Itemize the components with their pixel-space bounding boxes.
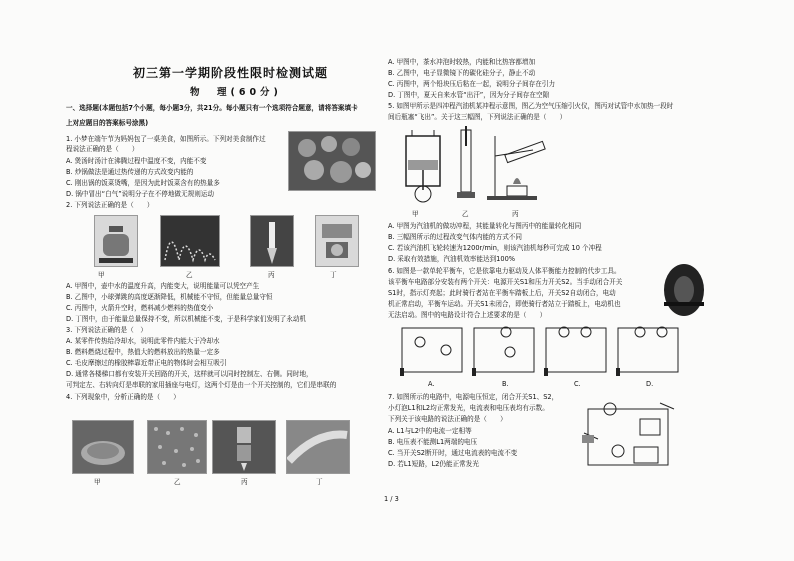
section-instruction-2: 上对应题目的答案标号涂黑) (66, 119, 149, 127)
q5-stem-1: 5. 如图甲所示是四冲程汽油机某冲程示意图，图乙为空气压缩引火仪，图丙对试管中水加热一段时 (388, 102, 674, 110)
q6-stem-4: 机正常启动，平衡车运动。开关S1未闭合，即使骑行者站立于踏板上，电动机也 (388, 300, 621, 308)
water-pipe-photo (286, 420, 350, 474)
q6-stem-3: S1时，指示灯亮起；此时骑行者站在平衡车踏板上后，开关S2自动闭合，电动 (388, 289, 616, 297)
perpetual-machine-figure (315, 215, 359, 267)
q6-stem-2: 该平衡车电路部分安装有两个开关：电源开关S1和压力开关S2。当手动闭合开关 (388, 278, 623, 286)
q1-stem-1: 1. 小梦在端午节为妈妈包了一桌美食，如图所示。下列对美食制作过 (66, 135, 266, 143)
q6-option-b: B. (502, 380, 509, 388)
q6-stem-5: 无法启动。图中的电路设计符合上述要求的是（ ） (388, 311, 547, 319)
q3-option-c: C. 毛皮摩擦过的橡胶棒靠近带正电的物体时会相互吸引 (66, 359, 227, 367)
lead-blocks-photo (212, 420, 276, 474)
q2-option-d: D. 丁图中，由于能量总量保持不变，所以机械能不变，于是科学家们发明了永动机 (66, 315, 307, 323)
q4-label-yi: 乙 (174, 478, 181, 486)
q6-option-c: C. (574, 380, 581, 388)
q2-option-a: A. 甲图中，壶中水的温度升高，内能变大，说明能量可以凭空产生 (66, 282, 260, 290)
q2-option-b: B. 乙图中，小球弹跳的高度逐渐降低，机械能不守恒，但能量总量守恒 (66, 293, 273, 301)
unicycle-photo (660, 262, 708, 318)
q1-stem-2: 程说法正确的是（ ） (66, 145, 139, 153)
food-photo (288, 131, 376, 191)
rocket-figure (250, 215, 294, 267)
q3-stem: 3. 下列说法正确的是（ ） (66, 326, 147, 334)
q5-label-jia: 甲 (412, 210, 419, 218)
microscope-photo (147, 420, 207, 474)
q4-stem: 4. 下列现象中，分析正确的是（ ） (66, 393, 180, 401)
q5-option-b: B. 三幅图所示的过程改变气体内能的方式不同 (388, 233, 522, 241)
q6-option-a: A. (428, 380, 435, 388)
q4-option-b: B. 乙图中，电子显微镜下的碳化硅分子，静止不动 (388, 69, 536, 77)
tea-photo (72, 420, 134, 474)
q5-option-d: D. 采取有效措施，汽油机效率能达到100% (388, 255, 516, 263)
q2-label-yi: 乙 (186, 271, 193, 279)
q1-option-b: B. 炒锅做法是通过热传递的方式改变内能的 (66, 168, 194, 176)
q2-label-jia: 甲 (98, 271, 105, 279)
q7-option-c: C. 当开关S2断开时，通过电流表的电流不变 (388, 449, 518, 457)
q5-label-yi: 乙 (462, 210, 469, 218)
kettle-figure (94, 215, 138, 267)
q4-label-ding: 丁 (316, 478, 323, 486)
q4-option-d: D. 丁图中，夏天自来水管“出汗”，因为分子间存在空隙 (388, 91, 550, 99)
q1-option-c: C. 刚出锅的饭菜烫嘴，是因为此时饭菜含有的热量多 (66, 179, 220, 187)
q7-stem-2: 小灯泡L1和L2均正常发光，电流表和电压表均有示数。 (388, 404, 549, 412)
q3-option-d-cont: 可判定左、右转向灯是串联的家用插座与电灯，这两个灯是由一个开关控制的，它们是串联的 (66, 381, 337, 389)
q6-circuit-options (398, 322, 688, 382)
q5-option-c: C. 若该汽油机飞轮转速为1200r/min，则该汽油机每秒可完成 10 个冲程 (388, 244, 602, 252)
q3-option-a: A. 某零件传热给冷却水，说明此零件内能大于冷却水 (66, 337, 220, 345)
q2-label-bing: 丙 (268, 271, 275, 279)
q7-option-b: B. 电压表不能测L1两端的电压 (388, 438, 478, 446)
q3-option-d: D. 通常各楼梯口都有安装开关回路的开关，这样就可以同时控制左、右侧。同时地， (66, 370, 313, 378)
q7-option-d: D. 若L1短路，L2仍能正常发光 (388, 460, 479, 468)
bouncing-ball-figure (160, 215, 220, 267)
q2-stem: 2. 下列说法正确的是（ ） (66, 201, 154, 209)
section-instruction-1: 一、选择题(本题包括7个小题，每小题3分，共21分。每小题只有一个选项符合题意，请将答案填卡 (66, 104, 358, 112)
q6-option-d: D. (646, 380, 654, 388)
q1-option-d: D. 锅中冒出“白气”说明分子在不停地做无规则运动 (66, 190, 214, 198)
q4-label-jia: 甲 (94, 478, 101, 486)
q7-circuit-diagram (578, 395, 688, 475)
q2-option-c: C. 丙图中，火箭升空时，燃料减少燃料的热值变小 (66, 304, 214, 312)
q5-option-a: A. 甲图为汽油机的做功冲程，其能量转化与图丙中的能量转化相同 (388, 222, 582, 230)
q4-option-a: A. 甲图中，茶水冲泡时较热，内能和比热容都增加 (388, 58, 536, 66)
q7-stem-3: 下列关于该电路的说法正确的是（ ） (388, 415, 507, 423)
q3-option-b: B. 燃料燃烧过程中，热值大的燃料放出的热量一定多 (66, 348, 220, 356)
q4-label-bing: 丙 (241, 478, 248, 486)
q4-option-c: C. 丙图中，两个铅块压后粘在一起，说明分子间存在引力 (388, 80, 556, 88)
q5-stem-2: 间后瓶塞“飞出”。关于这三幅图，下列说法正确的是（ ） (388, 113, 567, 121)
q5-label-bing: 丙 (512, 210, 519, 218)
air-compression-igniter (455, 126, 477, 206)
q1-option-a: A. 煲汤时汤汁在沸腾过程中温度不变，内能不变 (66, 157, 207, 165)
engine-diagram (398, 126, 448, 206)
q7-option-a: A. L1与L2中的电流一定相等 (388, 427, 472, 435)
q6-stem-1: 6. 如图是一款单轮平衡车，它是依靠电力驱动及人体平衡能力控制的代步工具。 (388, 267, 621, 275)
exam-subject: 物 理(60分) (190, 87, 282, 98)
q2-label-ding: 丁 (330, 271, 337, 279)
test-tube-heating (485, 126, 555, 206)
exam-title: 初三第一学期阶段性限时检测试题 (133, 66, 329, 80)
q7-stem-1: 7. 如图所示的电路中，电源电压恒定，闭合开关S1、S2， (388, 393, 559, 401)
page-number: 1 / 3 (384, 495, 399, 503)
